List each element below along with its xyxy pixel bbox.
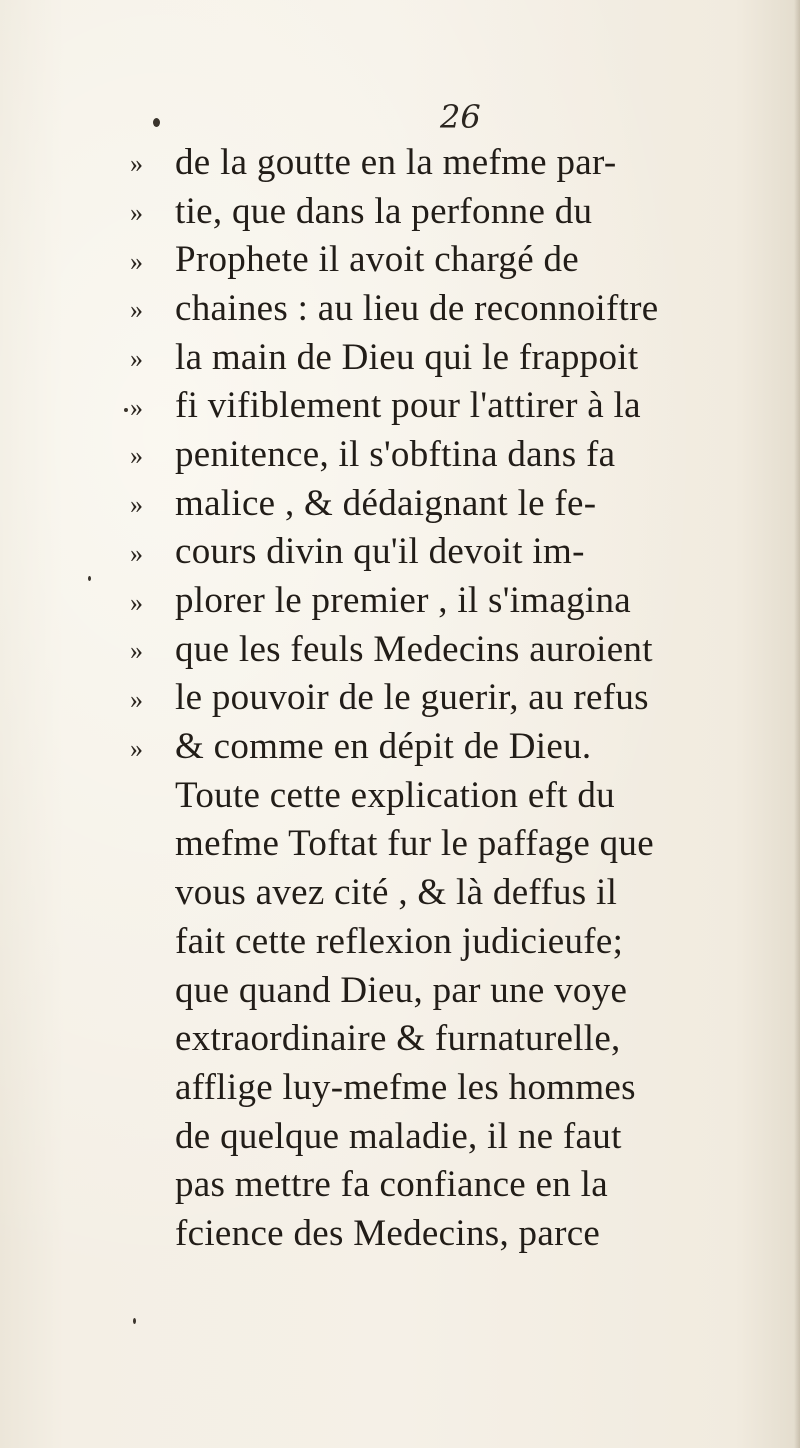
quoted-line: [130, 576, 750, 625]
quote-mark: »: [130, 246, 144, 276]
line-text: fcience des Medecins, parce: [175, 1212, 601, 1254]
ink-speck: [153, 118, 160, 127]
quote-mark: »: [130, 636, 144, 666]
line-text: vous avez cité , & là deffus il: [175, 872, 618, 914]
quote-mark: »: [130, 344, 144, 374]
quote-mark: »: [130, 295, 144, 325]
line-text: extraordinaire & furnaturelle,: [175, 1018, 621, 1060]
quoted-line: [130, 138, 750, 187]
page-edge-shadow: [794, 0, 800, 1448]
line-text: cours divin qu'il devoit im-: [175, 531, 585, 573]
quoted-line: [130, 333, 750, 382]
quote-mark: »: [130, 441, 144, 471]
line-text: la main de Dieu qui le frappoit: [175, 336, 639, 378]
line-text: que les feuls Medecins auroient: [175, 628, 653, 670]
body-line: [130, 966, 750, 1015]
quote-mark: »: [130, 392, 144, 422]
quoted-line: [130, 674, 750, 723]
quote-mark: »: [130, 538, 144, 568]
line-text: malice , & dédaignant le fe-: [175, 482, 597, 524]
ink-speck: [124, 408, 128, 412]
body-line: [130, 820, 750, 869]
line-text: Toute cette explication eft du: [175, 774, 615, 816]
line-text: que quand Dieu, par une voye: [175, 969, 628, 1011]
line-text: penitence, il s'obftina dans fa: [175, 433, 616, 475]
quote-mark: »: [130, 198, 144, 228]
line-text: de quelque maladie, il ne faut: [175, 1115, 622, 1157]
body-line: [130, 1160, 750, 1209]
line-text: de la goutte en la mefme par-: [175, 141, 617, 183]
body-line: [130, 771, 750, 820]
quote-mark: »: [130, 587, 144, 617]
quote-mark: »: [130, 684, 144, 714]
quoted-line: [130, 235, 750, 284]
quoted-line: [130, 722, 750, 771]
line-text: mefme Toftat fur le paffage que: [175, 823, 654, 865]
line-text: plorer le premier , il s'imagina: [175, 580, 632, 622]
line-text: tie, que dans la perfonne du: [175, 190, 593, 232]
line-text: fait cette reflexion judicieufe;: [175, 920, 624, 962]
line-text: & comme en dépit de Dieu.: [175, 726, 592, 768]
body-line: [130, 917, 750, 966]
quoted-line: [130, 381, 750, 430]
body-line: [130, 1014, 750, 1063]
ink-speck: [133, 1318, 136, 1324]
line-text: le pouvoir de le guerir, au refus: [175, 677, 649, 719]
body-line: [130, 1063, 750, 1112]
line-text: pas mettre fa confiance en la: [175, 1164, 608, 1206]
quoted-line: [130, 479, 750, 528]
quoted-line: [130, 528, 750, 577]
quote-mark: »: [130, 733, 144, 763]
quoted-line: [130, 187, 750, 236]
page-number: 26: [440, 98, 481, 136]
line-text: Prophete il avoit chargé de: [175, 239, 580, 281]
body-line: [130, 1209, 750, 1258]
page-text: [130, 138, 750, 1258]
quoted-line: [130, 284, 750, 333]
quoted-line: [130, 430, 750, 479]
line-text: afflige luy-mefme les hommes: [175, 1066, 636, 1108]
body-line: [130, 868, 750, 917]
quoted-line: [130, 625, 750, 674]
body-line: [130, 1112, 750, 1161]
line-text: fi vifiblement pour l'attirer à la: [175, 385, 641, 427]
quote-mark: »: [130, 490, 144, 520]
line-text: chaines : au lieu de reconnoiftre: [175, 287, 659, 329]
quote-mark: »: [130, 149, 144, 179]
ink-speck: [88, 576, 91, 581]
